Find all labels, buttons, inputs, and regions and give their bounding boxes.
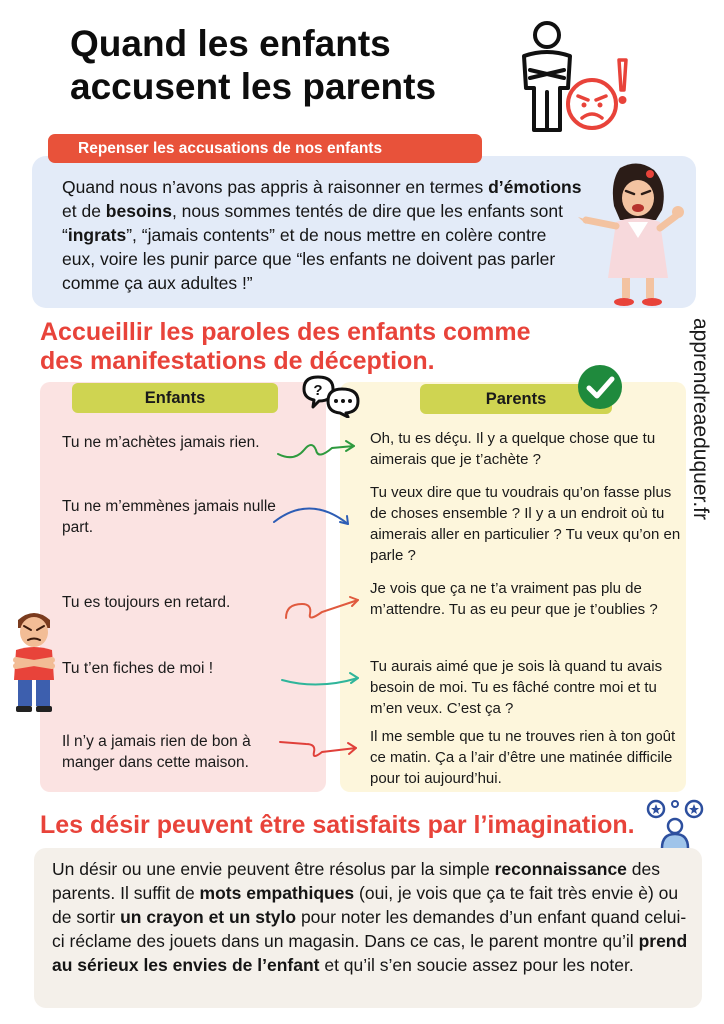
angry-person-icon (512, 18, 642, 136)
section-title-line1: Accueillir les paroles des enfants comme (40, 318, 531, 346)
parent-response-3: Je vois que ça ne t’a vraiment pas plu de m’attendre. Tu as eu peur que je t’oublies ? (370, 580, 658, 618)
child-statement-3: Tu es toujours en retard. (62, 594, 231, 611)
bottom-bold-mots-empathiques: mots empathiques (199, 883, 355, 903)
bottom-bold-crayon: un crayon et un stylo (120, 907, 297, 927)
bottom-paragraph (52, 857, 694, 977)
page-title (70, 22, 510, 108)
svg-text:?: ? (313, 382, 323, 399)
bottom-bold-prend-au-serieux: prend au sérieux les envies de l’enfant (52, 931, 688, 975)
bottom-text-2: des parents. Il suffit de (52, 859, 660, 903)
parent-response-2: Tu veux dire que tu voudrais qu’on fasse plus de choses ensemble ? Il y a un endroit où tu aimerais aller en particulier ? Tu veux qu’on en parle ? (370, 484, 681, 564)
green-check-icon (577, 364, 623, 410)
page-title-line1: Quand les enfants (70, 23, 391, 64)
section-title-accueillir (40, 318, 600, 376)
child-statement-4: Tu t’en fiches de moi ! (62, 660, 214, 677)
bottom-bold-reconnaissance: reconnaissance (494, 859, 627, 879)
arrow-icon (278, 660, 362, 696)
arrow-icon (280, 588, 364, 624)
arrow-icon (270, 498, 354, 534)
parent-response-1: Oh, tu es déçu. Il y a quelque chose que tu aimerais que je t’achète ? (370, 430, 656, 468)
bottom-text-1: Un désir ou une envie peuvent être résolus par la simple (52, 859, 495, 879)
thinking-person-icon (644, 798, 706, 848)
intro-text-1: Quand nous n’avons pas appris à raisonner en termes (62, 177, 489, 197)
intro-text-4: ”, “jamais contents” et de nous mettre en colère contre eux, voire les punir parce que “les enfants ne doivent pas parler comme ça aux adultes !” (62, 225, 556, 293)
question-speech-bubbles-icon (302, 374, 360, 418)
subtitle-pill: Repenser les accusations de nos enfants (48, 134, 482, 163)
website-label: apprendreaeduquer.fr (689, 318, 712, 520)
website-vertical-text (682, 318, 722, 558)
child-statement-2: Tu ne m’emmènes jamais nulle part. (62, 498, 276, 536)
intro-bold-ingrats: ingrats (67, 225, 127, 245)
intro-text-2: et de (62, 201, 106, 221)
bottom-text-3: (oui, je vois que ça te fait très envie è) ou de sortir (52, 883, 679, 927)
column-header-parents: Parents (420, 384, 612, 414)
intro-bold-emotions: d’émotions (488, 177, 582, 197)
arrow-icon (276, 732, 360, 768)
intro-text-3: , nous sommes tentés de dire que les enfants sont “ (62, 201, 563, 245)
bottom-text-5: et qu’il s’en soucie assez pour les noter. (319, 955, 634, 975)
bottom-text-4: pour noter les demandes d’un enfant quand celui-ci réclame des jouets dans un magasin. Dans ce cas, le parent montre qu’il (52, 907, 687, 951)
child-statement-5: Il n’y a jamais rien de bon à manger dans cette maison. (62, 733, 251, 771)
child-statement-1: Tu ne m’achètes jamais rien. (62, 434, 260, 451)
parent-response-4: Tu aurais aimé que je sois là quand tu avais besoin de moi. Tu es fâché contre moi et tu m’en veux. C’est ça ? (370, 658, 663, 717)
intro-paragraph (62, 175, 582, 295)
section-title-line2: des manifestations de déception. (40, 347, 435, 375)
intro-bold-besoins: besoins (105, 201, 172, 221)
arrow-icon (274, 432, 358, 468)
column-header-enfants: Enfants (72, 383, 278, 413)
page-title-line2: accusent les parents (70, 66, 437, 107)
angry-girl-illustration (572, 160, 690, 310)
angry-boy-illustration (8, 606, 60, 716)
section-title-imagination: Les désir peuvent être satisfaits par l’imagination. (40, 811, 635, 839)
parent-response-5: Il me semble que tu ne trouves rien à ton goût ce matin. Ça a l’air d’être une matinée difficile pour toi aujourd’hui. (370, 728, 676, 787)
